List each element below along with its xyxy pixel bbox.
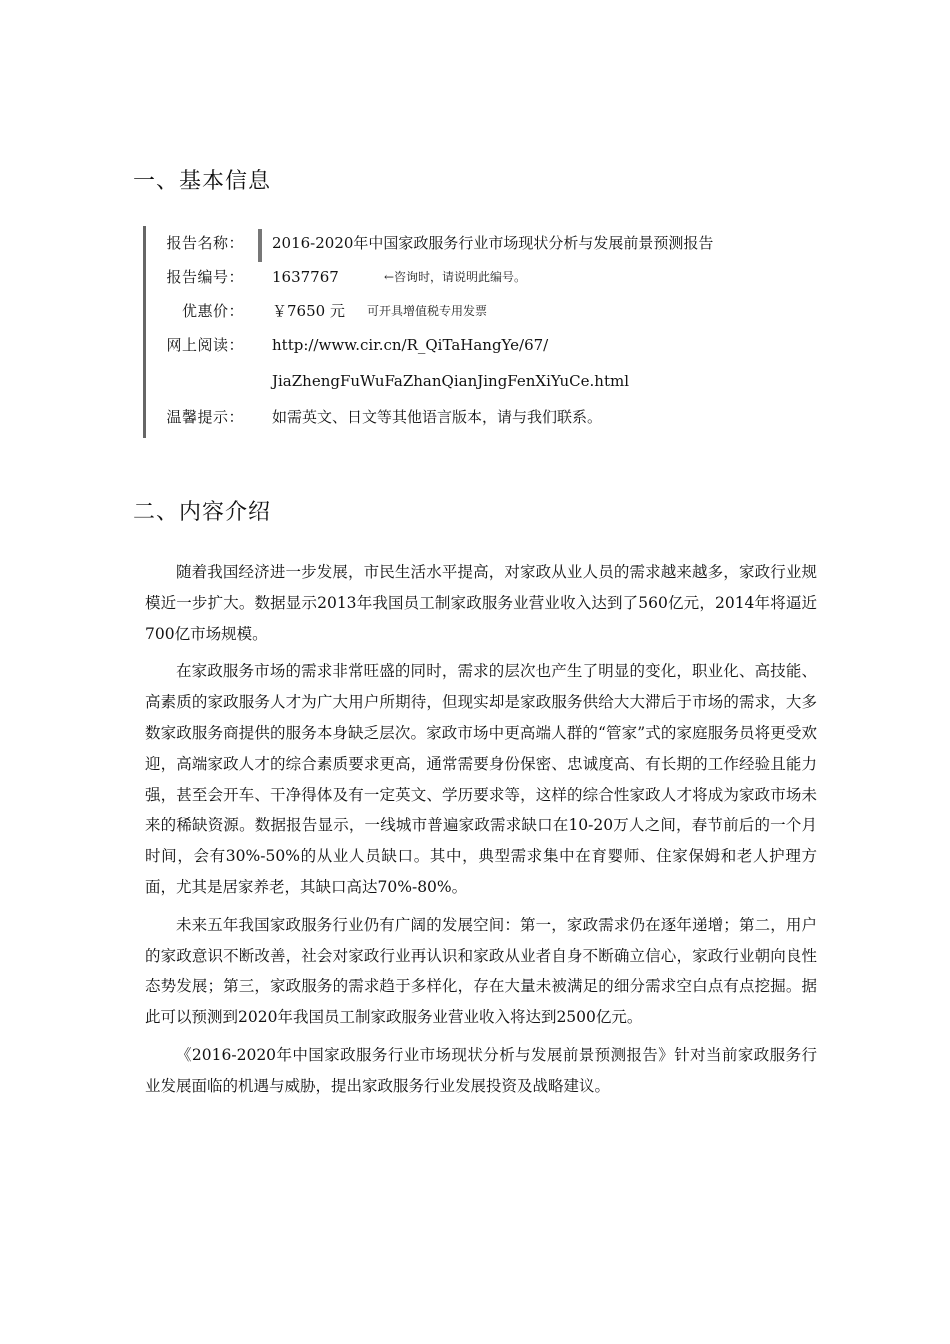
section-title-content-intro: 二、内容介绍	[133, 500, 272, 525]
price-note: 可开具增值税专用发票	[367, 304, 488, 318]
content-body	[145, 557, 817, 1109]
online-label: 网上阅读：	[166, 336, 244, 354]
content-paragraph: 未来五年我国家政服务行业仍有广阔的发展空间：第一，家政需求仍在逐年递增；第二，用户的家政意识不断改善，社会对家政行业再认识和家政从业者自身不断确立信心，家政行业朝向良性态势发展；第三，家政服务的需求趋于多样化，存在大量未被满足的细分需求空白点有点挖掘。据此可以预测到2020年我国员工制家政服务业营业收入将达到2500亿元。	[145, 915, 817, 1027]
content-paragraph: 在家政服务市场的需求非常旺盛的同时，需求的层次也产生了明显的变化，职业化、高技能、高素质的家政服务人才为广大用户所期待，但现实却是家政服务供给大大滞后于市场的需求，大多数家政服务商提供的服务本身缺乏层次。家政市场中更高端人群的“管家”式的家庭服务员将更受欢迎，高端家政人才的综合素质要求更高，通常需要身份保密、忠诚度高、有长期的工作经验且能力强，甚至会开车、干净得体及有一定英文、学历要求等，这样的综合性家政人才将成为家政市场未来的稀缺资源。数据报告显示，一线城市普遍家政需求缺口在10-20万人之间，春节前后的一个月时间，会有30%-50%的从业人员缺口。其中，典型需求集中在育婴师、住家保姆和老人护理方面，尤其是居家养老，其缺口高达70%-80%。	[145, 662, 817, 896]
tip-label: 温馨提示：	[166, 408, 244, 426]
info-row-online-cont	[146, 364, 846, 398]
content-paragraph: 随着我国经济进一步发展，市民生活水平提高，对家政从业人员的需求越来越多，家政行业规模近一步扩大。数据显示2013年我国员工制家政服务业营业收入达到了560亿元，2014年将逼近700亿市场规模。	[145, 563, 817, 643]
info-row-online	[146, 328, 846, 362]
report-id-note: ←咨询时，请说明此编号。	[384, 270, 527, 284]
info-row-report-id	[146, 260, 846, 294]
content-paragraph: 《2016-2020年中国家政服务行业市场现状分析与发展前景预测报告》针对当前家政服务行业发展面临的机遇与威胁，提出家政服务行业发展投资及战略建议。	[145, 1045, 817, 1095]
info-row-tip	[146, 400, 846, 434]
report-id-label: 报告编号：	[166, 268, 244, 286]
price-label: 优惠价：	[181, 302, 244, 320]
online-url-line1[interactable]: http://www.cir.cn/R_QiTaHangYe/67/	[272, 336, 549, 354]
online-url-line2[interactable]: JiaZhengFuWuFaZhanQianJingFenXiYuCe.html	[272, 372, 629, 390]
report-id-value: 1637767	[272, 268, 339, 286]
basic-info-box	[143, 226, 846, 438]
tip-value: 如需英文、日文等其他语言版本，请与我们联系。	[272, 408, 603, 426]
price-value: ￥7650 元	[272, 302, 345, 320]
info-row-report-name	[146, 226, 846, 260]
report-name-label: 报告名称：	[166, 234, 244, 252]
info-row-price	[146, 294, 846, 328]
report-name-value: 2016-2020年中国家政服务行业市场现状分析与发展前景预测报告	[272, 234, 714, 252]
section-title-basic-info: 一、基本信息	[133, 169, 272, 194]
